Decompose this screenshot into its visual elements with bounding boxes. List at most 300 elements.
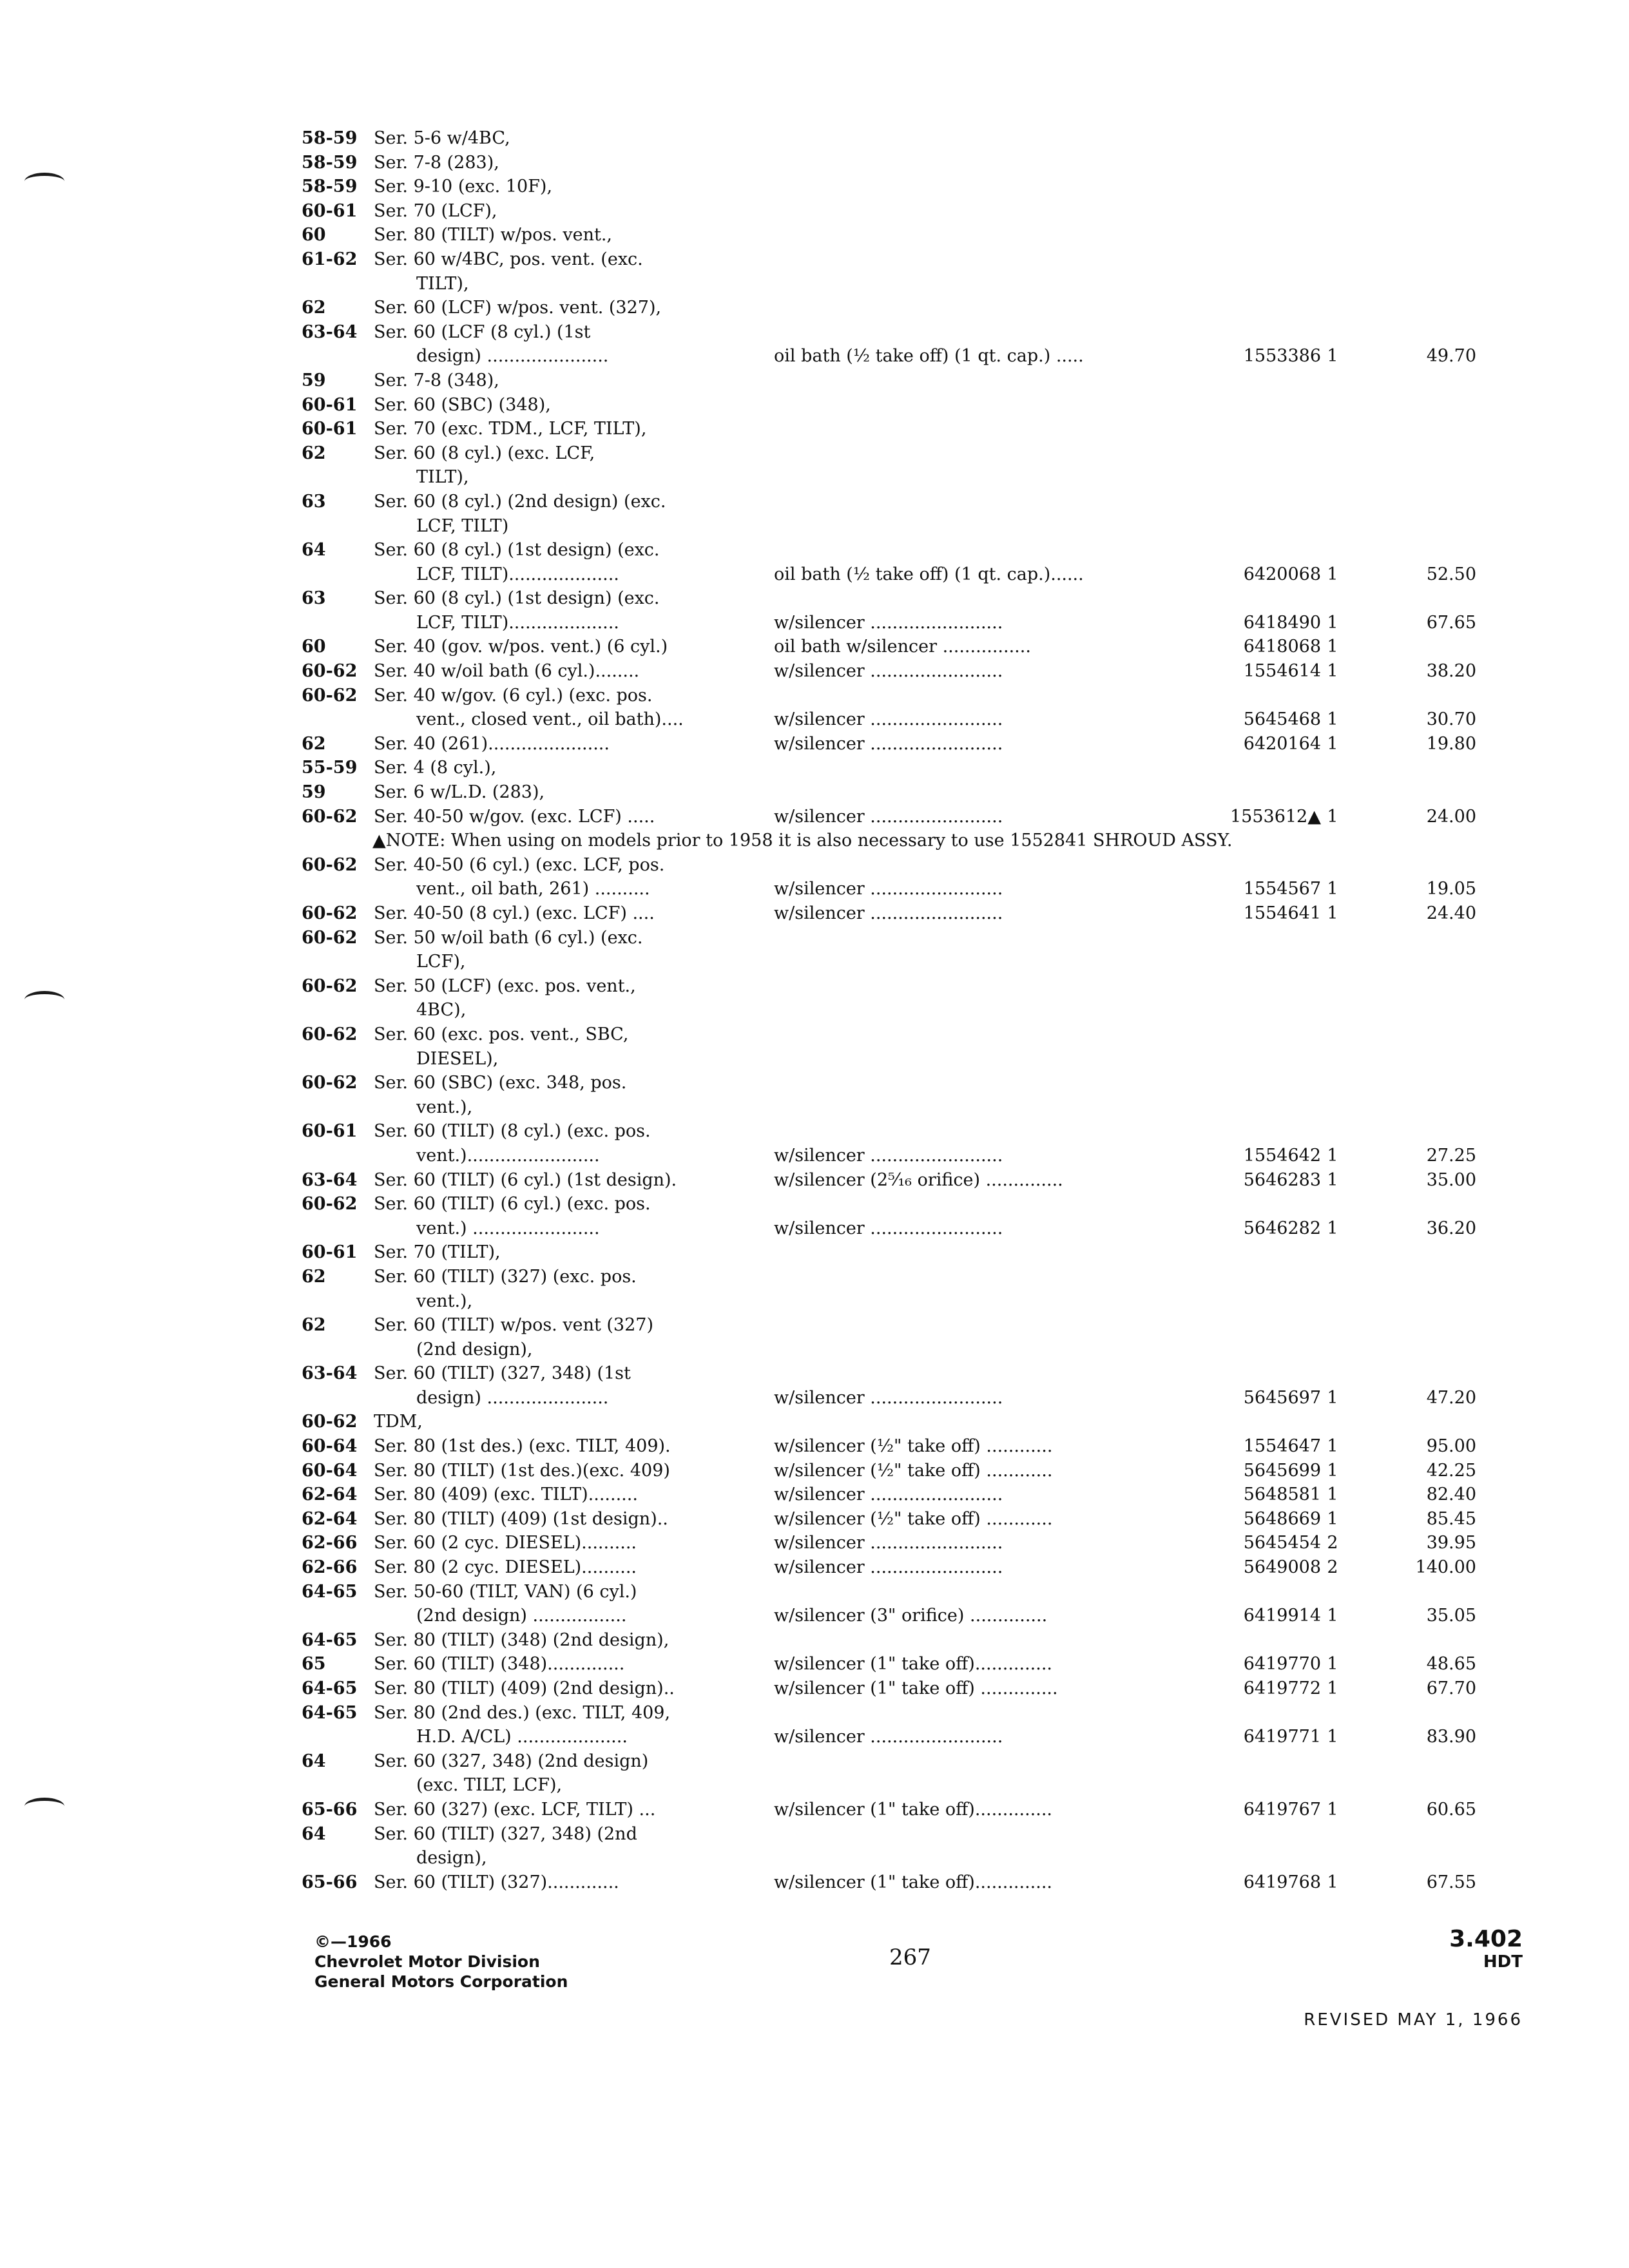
- part-description: oil bath (½ take off) (1 qt. cap.) .....: [774, 346, 1084, 367]
- part-number: 1553386: [1243, 346, 1321, 367]
- part-number: 6419767: [1243, 1799, 1321, 1820]
- part-description: w/silencer (½" take off) ............: [774, 1460, 1053, 1481]
- part-number: 5648669: [1243, 1508, 1321, 1529]
- part-number: 5645697: [1243, 1387, 1321, 1408]
- catalog-row: [302, 1410, 1449, 1434]
- part-number: 5645468: [1243, 709, 1321, 730]
- quantity: 1: [1327, 637, 1338, 657]
- quantity: 1: [1327, 1508, 1338, 1529]
- part-number: 1554567: [1243, 879, 1321, 899]
- price: 47.20: [1426, 1387, 1476, 1408]
- price: 67.65: [1426, 612, 1476, 633]
- price: 60.65: [1426, 1799, 1476, 1820]
- catalog-row: [302, 1338, 1449, 1362]
- part-description: w/silencer ........................: [774, 879, 1003, 899]
- model-application: Ser. 40 w/oil bath (6 cyl.)........: [374, 661, 640, 682]
- part-description: w/silencer (1" take off)..............: [774, 1799, 1052, 1820]
- quantity: 1: [1327, 1169, 1338, 1190]
- model-application: Ser. 60 (327) (exc. LCF, TILT) ...: [374, 1799, 656, 1820]
- price: 35.00: [1426, 1169, 1476, 1190]
- model-years: 63-64: [302, 1169, 358, 1190]
- model-application: 4BC),: [416, 1000, 467, 1021]
- model-years: 65-66: [302, 1799, 358, 1820]
- quantity: 1: [1327, 1799, 1338, 1820]
- model-years: 60-61: [302, 1121, 358, 1142]
- model-years: 64-65: [302, 1581, 358, 1602]
- model-years: 59: [302, 782, 326, 803]
- punch-hole-mark: [24, 1798, 64, 1815]
- part-description: w/silencer (½" take off) ............: [774, 1436, 1053, 1457]
- part-description: w/silencer (½" take off) ............: [774, 1508, 1053, 1529]
- part-number: 6419770: [1243, 1654, 1321, 1675]
- part-number: 5649008: [1243, 1557, 1321, 1578]
- part-description: w/silencer ........................: [774, 1533, 1003, 1553]
- quantity: 1: [1327, 1654, 1338, 1675]
- model-application: (2nd design),: [416, 1339, 533, 1360]
- price: 19.80: [1426, 733, 1476, 754]
- model-application: Ser. 60 (TILT) (327, 348) (1st: [374, 1363, 631, 1384]
- model-application: LCF, TILT)....................: [416, 612, 619, 633]
- model-application: Ser. 60 (TILT) w/pos. vent (327): [374, 1315, 654, 1336]
- catalog-row: [302, 223, 1449, 247]
- part-description: w/silencer ........................: [774, 1218, 1003, 1238]
- model-years: 60-62: [302, 927, 358, 948]
- catalog-row: [302, 1434, 1476, 1459]
- model-years: 62: [302, 1266, 326, 1287]
- catalog-row: [302, 465, 1449, 490]
- model-application: Ser. 60 (TILT) (327).............: [374, 1872, 619, 1892]
- part-description: w/silencer (3" orifice) ..............: [774, 1606, 1048, 1626]
- catalog-row: [302, 877, 1476, 901]
- part-description: oil bath (½ take off) (1 qt. cap.)......: [774, 564, 1084, 584]
- revision-date: REVISED MAY 1, 1966: [1304, 2010, 1523, 2030]
- model-application: vent.)........................: [416, 1145, 600, 1166]
- catalog-row: [302, 1822, 1449, 1847]
- catalog-row: [302, 1168, 1476, 1193]
- part-number: 1553612▲: [1229, 806, 1321, 827]
- model-years: 60: [302, 225, 326, 245]
- catalog-row: [302, 1192, 1449, 1216]
- catalog-row: [302, 1628, 1449, 1653]
- quantity: 1: [1327, 879, 1338, 899]
- model-years: 64-65: [302, 1678, 358, 1698]
- model-years: 62-66: [302, 1533, 358, 1553]
- part-number: 5646282: [1243, 1218, 1321, 1238]
- model-years: 60-62: [302, 685, 358, 706]
- model-application: Ser. 50-60 (TILT, VAN) (6 cyl.): [374, 1581, 637, 1602]
- catalog-row: [302, 369, 1449, 393]
- catalog-row: [302, 1240, 1449, 1265]
- quantity: 1: [1327, 1436, 1338, 1457]
- catalog-row: [302, 950, 1449, 974]
- model-years: 62-66: [302, 1557, 358, 1578]
- model-application: Ser. 50 w/oil bath (6 cyl.) (exc.: [374, 927, 643, 948]
- model-application: TILT),: [416, 273, 469, 294]
- model-application: Ser. 60 (TILT) (327, 348) (2nd: [374, 1823, 637, 1844]
- model-years: 63: [302, 588, 326, 609]
- note-row: [302, 829, 1449, 853]
- model-years: 63-64: [302, 322, 358, 342]
- division-name: Chevrolet Motor Division: [314, 1952, 540, 1971]
- catalog-row: [302, 998, 1449, 1023]
- part-description: w/silencer (1" take off) ..............: [774, 1678, 1058, 1698]
- catalog-row: [302, 1361, 1449, 1386]
- price: 24.40: [1426, 903, 1476, 923]
- model-application: design) ......................: [416, 346, 609, 367]
- model-years: 60-62: [302, 661, 358, 682]
- quantity: 2: [1327, 1533, 1338, 1553]
- price: 19.05: [1426, 879, 1476, 899]
- model-years: 60-62: [302, 854, 358, 875]
- model-application: Ser. 70 (exc. TDM., LCF, TILT),: [374, 419, 647, 439]
- model-years: 60-64: [302, 1436, 358, 1457]
- part-description: oil bath w/silencer ................: [774, 637, 1031, 657]
- catalog-row: [302, 901, 1476, 926]
- model-application: Ser. 40-50 w/gov. (exc. LCF) .....: [374, 806, 655, 827]
- catalog-row: [302, 514, 1449, 539]
- quantity: 1: [1327, 733, 1338, 754]
- catalog-row: [302, 1580, 1449, 1604]
- catalog-row: [302, 684, 1449, 708]
- catalog-row: [302, 1216, 1476, 1241]
- part-number: 6419768: [1243, 1872, 1321, 1892]
- catalog-row: [302, 1677, 1476, 1701]
- model-years: 62: [302, 1315, 326, 1336]
- catalog-row: [302, 974, 1449, 999]
- quantity: 1: [1327, 1145, 1338, 1166]
- model-application: Ser. 60 (TILT) (348)..............: [374, 1654, 625, 1675]
- part-number: 6418490: [1243, 612, 1321, 633]
- model-application: H.D. A/CL) ....................: [416, 1727, 628, 1747]
- model-years: 60-61: [302, 1242, 358, 1263]
- catalog-row: [302, 296, 1449, 320]
- catalog-row: [302, 611, 1476, 635]
- model-years: 60-62: [302, 1073, 358, 1093]
- model-application: (2nd design) .................: [416, 1606, 627, 1626]
- model-application: LCF, TILT): [416, 515, 509, 536]
- model-application: Ser. 60 (SBC) (348),: [374, 394, 551, 415]
- catalog-row: [302, 151, 1449, 175]
- model-application: Ser. 80 (TILT) (1st des.)(exc. 409): [374, 1460, 670, 1481]
- model-years: 60-64: [302, 1460, 358, 1481]
- model-application: Ser. 60 (LCF (8 cyl.) (1st: [374, 322, 591, 342]
- part-description: w/silencer ........................: [774, 1387, 1003, 1408]
- catalog-row: [302, 853, 1449, 878]
- price: 49.70: [1426, 346, 1476, 367]
- model-application: Ser. 9-10 (exc. 10F),: [374, 177, 553, 197]
- catalog-row: [302, 1071, 1449, 1095]
- part-description: w/silencer ........................: [774, 1145, 1003, 1166]
- model-years: 58-59: [302, 152, 358, 173]
- model-years: 64-65: [302, 1629, 358, 1650]
- parts-catalog-table: [302, 126, 1476, 1894]
- part-number: 1554641: [1243, 903, 1321, 923]
- catalog-row: [302, 1144, 1476, 1168]
- model-application: Ser. 80 (TILT) (348) (2nd design),: [374, 1629, 670, 1650]
- model-years: 65: [302, 1654, 326, 1675]
- price: 38.20: [1426, 661, 1476, 682]
- model-application: Ser. 60 (8 cyl.) (1st design) (exc.: [374, 588, 660, 609]
- model-application: Ser. 80 (TILT) (409) (1st design)..: [374, 1508, 668, 1529]
- part-number: 5645454: [1243, 1533, 1321, 1553]
- model-application: Ser. 60 (8 cyl.) (1st design) (exc.: [374, 540, 660, 561]
- model-application: Ser. 60 (TILT) (6 cyl.) (1st design).: [374, 1169, 677, 1190]
- model-years: 60-62: [302, 1024, 358, 1044]
- model-years: 62-64: [302, 1508, 358, 1529]
- catalog-row: [302, 490, 1449, 514]
- price: 140.00: [1415, 1557, 1476, 1578]
- catalog-row: [302, 1313, 1449, 1338]
- part-number: 1554642: [1243, 1145, 1321, 1166]
- model-application: (exc. TILT, LCF),: [416, 1775, 563, 1796]
- part-description: w/silencer ........................: [774, 709, 1003, 730]
- model-application: Ser. 7-8 (348),: [374, 370, 499, 390]
- copyright: ©—1966: [314, 1932, 392, 1951]
- catalog-row: [302, 1483, 1476, 1507]
- part-description: w/silencer ........................: [774, 661, 1003, 682]
- catalog-row: [302, 1555, 1476, 1580]
- model-application: Ser. 60 (327, 348) (2nd design): [374, 1751, 649, 1771]
- model-application: Ser. 80 (2 cyc. DIESEL)..........: [374, 1557, 637, 1578]
- model-years: 59: [302, 370, 326, 390]
- part-description: w/silencer (2⁵⁄₁₆ orifice) ..............: [774, 1169, 1063, 1190]
- model-application: Ser. 60 (LCF) w/pos. vent. (327),: [374, 298, 662, 318]
- price: 48.65: [1426, 1654, 1476, 1675]
- model-years: 55-59: [302, 758, 358, 778]
- model-years: 58-59: [302, 177, 358, 197]
- model-years: 58-59: [302, 128, 358, 148]
- model-application: vent.),: [416, 1291, 473, 1311]
- model-application: LCF),: [416, 952, 466, 972]
- model-years: 62: [302, 298, 326, 318]
- part-description: w/silencer ........................: [774, 1557, 1003, 1578]
- model-application: Ser. 60 (SBC) (exc. 348, pos.: [374, 1073, 627, 1093]
- model-application: Ser. 70 (TILT),: [374, 1242, 501, 1263]
- price: 83.90: [1426, 1727, 1476, 1747]
- price: 27.25: [1426, 1145, 1476, 1166]
- catalog-row: [302, 562, 1476, 587]
- model-application: Ser. 4 (8 cyl.),: [374, 758, 497, 778]
- part-description: w/silencer ........................: [774, 733, 1003, 754]
- catalog-row: [302, 393, 1449, 418]
- part-description: w/silencer ........................: [774, 903, 1003, 923]
- catalog-row: [302, 926, 1449, 950]
- quantity: 1: [1327, 661, 1338, 682]
- catalog-row: [302, 805, 1476, 829]
- catalog-row: [302, 417, 1449, 441]
- quantity: 1: [1327, 1460, 1338, 1481]
- catalog-row: [302, 586, 1449, 611]
- part-number: 5648581: [1243, 1485, 1321, 1505]
- quantity: 1: [1327, 1872, 1338, 1892]
- catalog-row: [302, 320, 1449, 345]
- catalog-row: [302, 756, 1449, 780]
- quantity: 1: [1327, 1387, 1338, 1408]
- section-sub: HDT: [1483, 1952, 1523, 1972]
- model-years: 61-62: [302, 249, 358, 269]
- model-application: Ser. 50 (LCF) (exc. pos. vent.,: [374, 975, 636, 996]
- model-application: Ser. 40-50 (6 cyl.) (exc. LCF, pos.: [374, 854, 665, 875]
- catalog-row: [302, 1459, 1476, 1483]
- catalog-row: [302, 1652, 1476, 1677]
- catalog-row: [302, 247, 1449, 272]
- catalog-row: [302, 1846, 1449, 1870]
- quantity: 1: [1327, 903, 1338, 923]
- quantity: 1: [1327, 806, 1338, 827]
- catalog-row: [302, 1265, 1449, 1289]
- catalog-row: [302, 1798, 1476, 1822]
- model-application: Ser. 60 (exc. pos. vent., SBC,: [374, 1024, 629, 1044]
- model-application: Ser. 60 (2 cyc. DIESEL)..........: [374, 1533, 637, 1553]
- model-years: 64: [302, 1823, 326, 1844]
- model-application: design) ......................: [416, 1387, 609, 1408]
- punch-hole-mark: [24, 991, 64, 1008]
- part-description: w/silencer ........................: [774, 1485, 1003, 1505]
- catalog-row: [302, 1386, 1476, 1410]
- catalog-row: [302, 272, 1449, 296]
- part-number: 5646283: [1243, 1169, 1321, 1190]
- part-description: w/silencer (1" take off)..............: [774, 1872, 1052, 1892]
- catalog-row: [302, 175, 1449, 199]
- model-application: LCF, TILT)....................: [416, 564, 619, 584]
- model-years: 64: [302, 540, 326, 561]
- quantity: 1: [1327, 1485, 1338, 1505]
- section-code: 3.402: [1449, 1926, 1523, 1952]
- model-years: 60-62: [302, 806, 358, 827]
- catalog-row: [302, 1095, 1449, 1120]
- model-years: 60-61: [302, 419, 358, 439]
- model-application: Ser. 80 (409) (exc. TILT).........: [374, 1485, 638, 1505]
- model-application: Ser. 60 (8 cyl.) (exc. LCF,: [374, 443, 595, 463]
- quantity: 1: [1327, 1218, 1338, 1238]
- catalog-row: [302, 1870, 1476, 1895]
- part-description: w/silencer (1" take off)..............: [774, 1654, 1052, 1675]
- model-application: Ser. 70 (LCF),: [374, 200, 497, 221]
- model-application: design),: [416, 1848, 487, 1869]
- model-years: 60-62: [302, 903, 358, 923]
- part-number: 6419771: [1243, 1727, 1321, 1747]
- catalog-row: [302, 780, 1449, 805]
- catalog-row: [302, 344, 1476, 369]
- part-description: w/silencer ........................: [774, 612, 1003, 633]
- quantity: 1: [1327, 1727, 1338, 1747]
- model-application: DIESEL),: [416, 1048, 499, 1069]
- quantity: 2: [1327, 1557, 1338, 1578]
- catalog-row: [302, 1531, 1476, 1555]
- model-application: Ser. 40 (gov. w/pos. vent.) (6 cyl.): [374, 637, 668, 657]
- model-application: Ser. 80 (TILT) (409) (2nd design)..: [374, 1678, 675, 1698]
- catalog-row: [302, 1749, 1449, 1774]
- model-years: 64-65: [302, 1702, 358, 1723]
- shroud-note: ▲NOTE: When using on models prior to 1958 it is also necessary to use 1552841 SHROUD ASSY.: [372, 831, 1233, 851]
- model-years: 62: [302, 443, 326, 463]
- model-years: 60-61: [302, 394, 358, 415]
- catalog-row: [302, 1604, 1476, 1628]
- catalog-row: [302, 538, 1449, 562]
- catalog-row: [302, 1507, 1476, 1532]
- model-application: vent., closed vent., oil bath)....: [416, 709, 684, 730]
- part-number: 6419772: [1243, 1678, 1321, 1698]
- price: 67.70: [1426, 1678, 1476, 1698]
- price: 24.00: [1426, 806, 1476, 827]
- catalog-row: [302, 1289, 1449, 1314]
- punch-hole-mark: [24, 173, 64, 190]
- model-years: 63-64: [302, 1363, 358, 1384]
- model-application: Ser. 80 (2nd des.) (exc. TILT, 409,: [374, 1702, 671, 1723]
- model-application: Ser. 60 w/4BC, pos. vent. (exc.: [374, 249, 643, 269]
- model-application: Ser. 60 (8 cyl.) (2nd design) (exc.: [374, 491, 666, 512]
- model-application: Ser. 60 (TILT) (6 cyl.) (exc. pos.: [374, 1194, 651, 1215]
- model-application: Ser. 40 (261)......................: [374, 733, 610, 754]
- price: 39.95: [1426, 1533, 1476, 1553]
- model-application: TDM,: [374, 1412, 423, 1432]
- price: 82.40: [1426, 1485, 1476, 1505]
- price: 42.25: [1426, 1460, 1476, 1481]
- publisher-block: [314, 1932, 568, 1992]
- catalog-row: [302, 707, 1476, 732]
- catalog-row: [302, 126, 1449, 151]
- model-application: Ser. 6 w/L.D. (283),: [374, 782, 545, 803]
- model-years: 62: [302, 733, 326, 754]
- catalog-row: [302, 1119, 1449, 1144]
- catalog-row: [302, 1023, 1449, 1047]
- model-application: Ser. 7-8 (283),: [374, 152, 499, 173]
- price: 35.05: [1426, 1606, 1476, 1626]
- price: 95.00: [1426, 1436, 1476, 1457]
- model-years: 64: [302, 1751, 326, 1771]
- model-application: vent., oil bath, 261) ..........: [416, 879, 650, 899]
- model-application: Ser. 60 (TILT) (327) (exc. pos.: [374, 1266, 637, 1287]
- price: 30.70: [1426, 709, 1476, 730]
- section-number: [1449, 1927, 1523, 1972]
- model-application: Ser. 40-50 (8 cyl.) (exc. LCF) ....: [374, 903, 655, 923]
- catalog-row: [302, 199, 1449, 224]
- model-application: Ser. 80 (1st des.) (exc. TILT, 409).: [374, 1436, 671, 1457]
- part-number: 6419914: [1243, 1606, 1321, 1626]
- price: 85.45: [1426, 1508, 1476, 1529]
- model-years: 60-61: [302, 200, 358, 221]
- model-application: Ser. 60 (TILT) (8 cyl.) (exc. pos.: [374, 1121, 651, 1142]
- part-number: 6418068: [1243, 637, 1321, 657]
- quantity: 1: [1327, 612, 1338, 633]
- part-number: 5645699: [1243, 1460, 1321, 1481]
- model-application: vent.) .......................: [416, 1218, 600, 1238]
- part-number: 6420164: [1243, 733, 1321, 754]
- quantity: 1: [1327, 346, 1338, 367]
- model-years: 60-62: [302, 975, 358, 996]
- quantity: 1: [1327, 1678, 1338, 1698]
- model-years: 60-62: [302, 1412, 358, 1432]
- catalog-row: [302, 1725, 1476, 1749]
- part-number: 1554647: [1243, 1436, 1321, 1457]
- catalog-row: [302, 635, 1449, 659]
- model-years: 60-62: [302, 1194, 358, 1215]
- catalog-row: [302, 1047, 1449, 1072]
- catalog-row: [302, 441, 1449, 466]
- model-years: 63: [302, 491, 326, 512]
- catalog-row: [302, 1701, 1449, 1725]
- model-application: vent.),: [416, 1097, 473, 1117]
- model-application: Ser. 5-6 w/4BC,: [374, 128, 510, 148]
- part-description: w/silencer ........................: [774, 806, 1003, 827]
- price: 52.50: [1426, 564, 1476, 584]
- catalog-row: [302, 659, 1476, 684]
- part-number: 1554614: [1243, 661, 1321, 682]
- catalog-row: [302, 732, 1476, 756]
- model-application: TILT),: [416, 467, 469, 488]
- model-years: 65-66: [302, 1872, 358, 1892]
- model-years: 62-64: [302, 1485, 358, 1505]
